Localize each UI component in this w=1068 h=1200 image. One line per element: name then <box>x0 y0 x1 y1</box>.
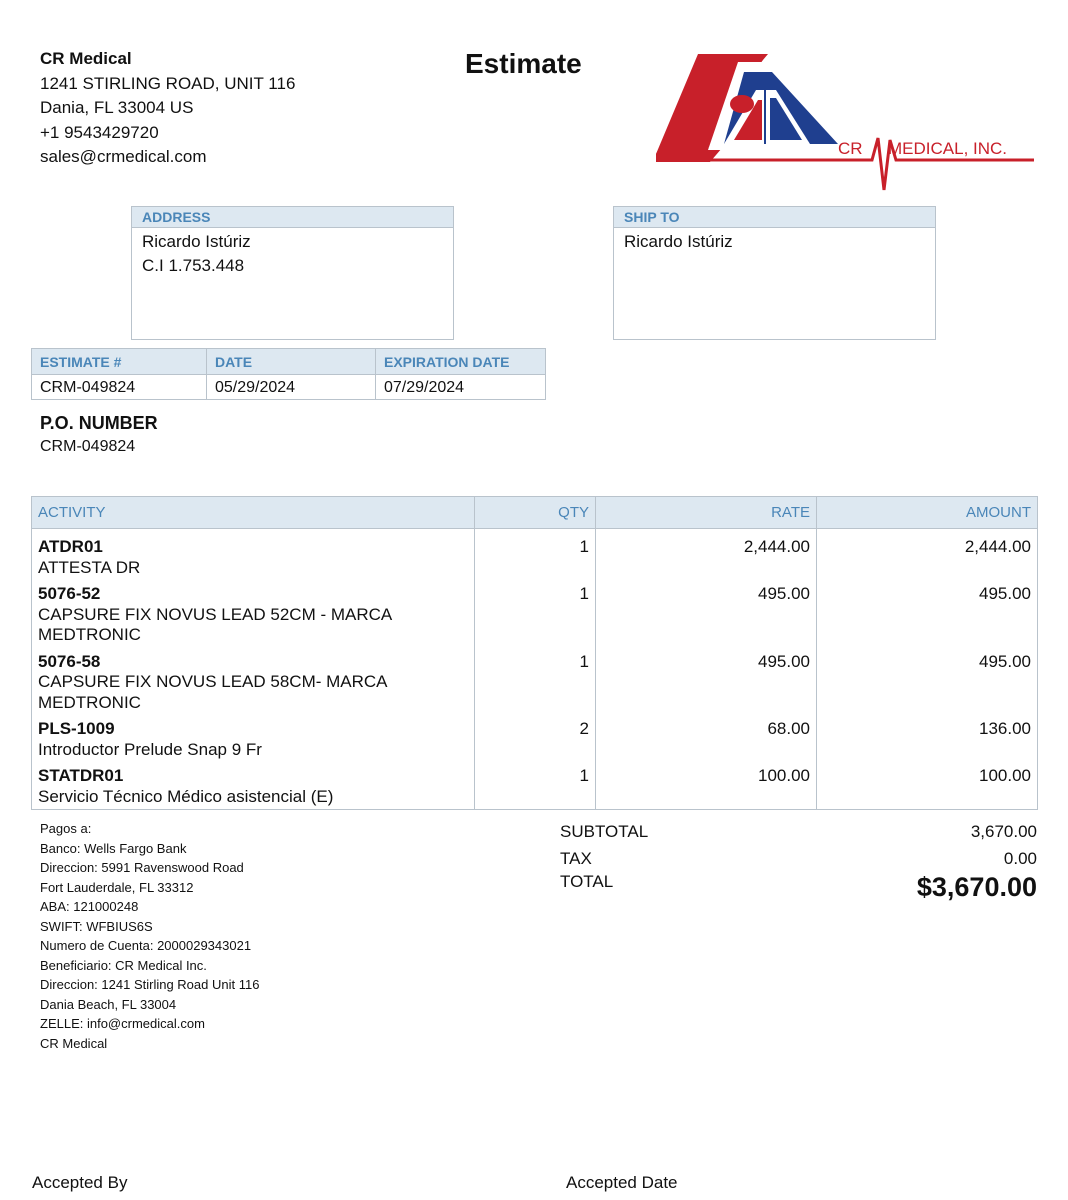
table-row <box>32 766 1038 810</box>
ship-to-label: SHIP TO <box>614 207 935 228</box>
item-description: Introductor Prelude Snap 9 Fr <box>38 739 262 759</box>
item-sku: STATDR01 <box>38 766 124 785</box>
table-row <box>32 584 1038 652</box>
estimate-info-table <box>31 348 546 400</box>
payment-line: ZELLE: info@crmedical.com <box>40 1016 205 1031</box>
expiration-date: 07/29/2024 <box>384 378 465 396</box>
expiration-date-header: EXPIRATION DATE <box>376 349 546 375</box>
table-row <box>32 719 1038 766</box>
item-rate: 495.00 <box>596 652 817 720</box>
item-rate: 2,444.00 <box>596 529 817 585</box>
item-sku: 5076-52 <box>38 584 101 603</box>
item-qty: 1 <box>475 766 596 810</box>
table-row <box>32 652 1038 720</box>
logo-graphic <box>652 50 1036 198</box>
payment-info <box>40 819 259 1053</box>
payment-line: Numero de Cuenta: 2000029343021 <box>40 938 252 953</box>
payment-line: Direccion: 1241 Stirling Road Unit 116 <box>40 977 260 992</box>
totals-section <box>560 819 1037 902</box>
rate-header: RATE <box>596 497 817 529</box>
item-qty: 1 <box>475 529 596 585</box>
payment-line: Direccion: 5991 Ravenswood Road <box>40 860 244 875</box>
estimate-number-header: ESTIMATE # <box>32 349 207 375</box>
payment-line: Pagos a: <box>40 821 92 836</box>
address-line2: C.I 1.753.448 <box>142 256 245 275</box>
accepted-date-label: Accepted Date <box>566 1173 678 1192</box>
item-amount: 100.00 <box>817 766 1038 810</box>
date-header: DATE <box>207 349 376 375</box>
company-info <box>40 47 295 170</box>
item-rate: 495.00 <box>596 584 817 652</box>
accepted-by-label: Accepted By <box>32 1173 128 1192</box>
item-amount: 2,444.00 <box>817 529 1038 585</box>
item-qty: 1 <box>475 652 596 720</box>
payment-line: SWIFT: WFBIUS6S <box>40 918 153 934</box>
item-amount: 495.00 <box>817 584 1038 652</box>
amount-header: AMOUNT <box>817 497 1038 529</box>
payment-line: Fort Lauderdale, FL 33312 <box>40 879 194 895</box>
item-amount: 136.00 <box>817 719 1038 766</box>
address-box <box>131 206 454 340</box>
item-description: CAPSURE FIX NOVUS LEAD 58CM- MARCA MEDTRONIC <box>38 672 387 712</box>
address-line1: Ricardo Istúriz <box>142 232 251 251</box>
activity-header: ACTIVITY <box>32 497 475 529</box>
payment-line: CR Medical <box>40 1035 108 1051</box>
item-rate: 68.00 <box>596 719 817 766</box>
item-sku: PLS-1009 <box>38 719 115 738</box>
total-label: TOTAL <box>560 872 614 891</box>
items-table <box>31 496 1038 810</box>
item-qty: 1 <box>475 584 596 652</box>
total-value: $3,670.00 <box>916 872 1037 902</box>
item-sku: ATDR01 <box>38 537 103 556</box>
item-amount: 495.00 <box>817 652 1038 720</box>
po-section <box>40 413 158 456</box>
estimate-date: 05/29/2024 <box>207 375 376 401</box>
company-name: CR Medical <box>40 49 132 68</box>
item-rate: 100.00 <box>596 766 817 810</box>
item-sku: 5076-58 <box>38 651 101 671</box>
payment-line: Beneficiario: CR Medical Inc. <box>40 957 207 973</box>
estimate-number: CRM-049824 <box>32 375 207 401</box>
payment-line: Banco: Wells Fargo Bank <box>40 840 187 856</box>
logo-text-left: CR <box>838 139 863 158</box>
company-address-line1: 1241 STIRLING ROAD, UNIT 116 <box>40 73 296 93</box>
item-qty: 2 <box>475 719 596 766</box>
item-description: CAPSURE FIX NOVUS LEAD 52CM - MARCA MEDTRONIC <box>38 604 392 644</box>
ship-to-line1: Ricardo Istúriz <box>624 232 733 251</box>
subtotal-label: SUBTOTAL <box>560 822 649 842</box>
payment-line: Dania Beach, FL 33004 <box>40 996 177 1012</box>
tax-value: 0.00 <box>1003 848 1037 868</box>
po-value: CRM-049824 <box>40 438 136 455</box>
payment-line: ABA: 121000248 <box>40 899 139 914</box>
item-description: ATTESTA DR <box>38 557 141 577</box>
company-email: sales@crmedical.com <box>40 147 207 166</box>
company-address-line2: Dania, FL 33004 US <box>40 98 194 117</box>
company-phone: +1 9543429720 <box>40 122 159 142</box>
item-description: Servicio Técnico Médico asistencial (E) <box>38 786 334 806</box>
subtotal-value: 3,670.00 <box>970 822 1037 842</box>
company-logo <box>652 50 1036 198</box>
table-row <box>32 529 1038 585</box>
document-title: Estimate <box>465 48 582 79</box>
ship-to-box <box>613 206 936 340</box>
tax-label: TAX <box>560 848 592 868</box>
address-label: ADDRESS <box>132 207 453 228</box>
qty-header: QTY <box>475 497 596 529</box>
logo-text-right: MEDICAL, INC. <box>888 139 1008 158</box>
po-label: P.O. NUMBER <box>40 413 158 433</box>
